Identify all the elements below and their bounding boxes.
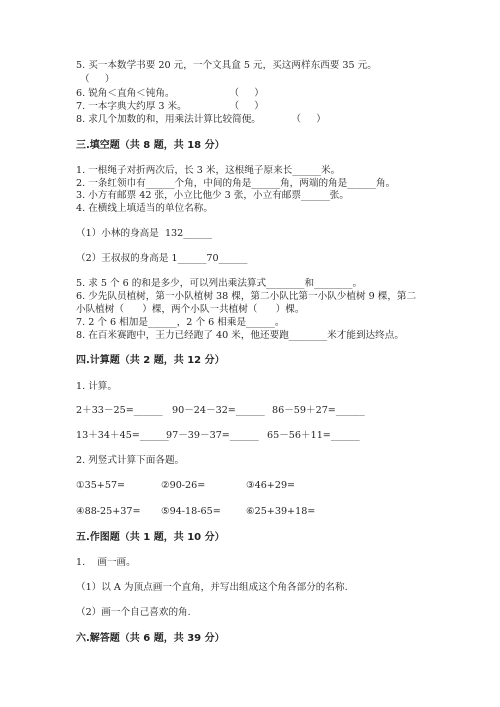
fill-item-6-cont: 小队植树（ ）棵，两个小队一共植树（ ）棵。: [76, 304, 305, 315]
fill-item-6: 6. 少先队员植树，第一小队植树 38 棵，第二小队比第一小队少植树 9 棵，第二: [76, 291, 417, 302]
calc-2-3: 65－56＋11=______: [267, 430, 360, 441]
fill-item-3: 3. 小方有邮票 42 张，小立比他少 3 张，小立有邮票______张。: [76, 190, 349, 201]
section4-heading: 四.计算题（共 2 题，共 12 分）: [76, 355, 225, 366]
fill-item-1: 1. 一根绳子对折两次后，长 3 米，这根绳子原来长______米。: [76, 165, 341, 176]
calc-q2-label: 2. 列竖式计算下面各题。: [76, 455, 185, 466]
judge-item-5-bracket: （ ）: [80, 74, 115, 85]
vertical-3: ③46+29=: [246, 480, 296, 491]
draw-sub2: （2）画一个自己喜欢的角.: [76, 607, 191, 618]
section5-heading: 五.作图题（共 1 题，共 10 分）: [76, 532, 225, 543]
section3-heading: 三.填空题（共 8 题，共 18 分）: [76, 140, 225, 151]
vertical-5: ⑤94-18-65=: [161, 506, 221, 517]
judge-item-5: 5. 买一本数学书要 20 元，一个文具盒 5 元，买这两样东西要 35 元。: [76, 60, 377, 71]
fill-item-2: 2. 一条红领巾有______个角，中间的角是______角，两端的角是______角。: [76, 178, 396, 189]
vertical-1: ①35+57=: [76, 480, 126, 491]
calc-2-1: 13＋34＋45=______: [76, 430, 169, 441]
section6-heading: 六.解答题（共 6 题，共 39 分）: [76, 633, 225, 644]
calc-q1-label: 1. 计算。: [76, 381, 117, 392]
calc-1-3: 86－59＋27=______: [272, 405, 365, 416]
fill-item-8: 8. 在百米赛跑中，王力已经跑了 40 米，他还要跑________米才能到达终点。: [76, 330, 404, 341]
calc-2-2: 97－39－37=______: [166, 430, 259, 441]
calc-1-2: 90－24－32=______: [172, 405, 265, 416]
vertical-4: ④88-25+37=: [76, 506, 141, 517]
fill-item-4: 4. 在横线上填适当的单位名称。: [76, 203, 213, 214]
judge-item-7: 7. 一本字典大约厚 3 米。 （ ）: [76, 101, 264, 112]
draw-sub1: （1）以 A 为顶点画一个直角，并写出组成这个角各部分的名称.: [76, 582, 348, 593]
vertical-6: ⑥25+39+18=: [246, 506, 316, 517]
fill-item-4-sub2: （2）王叔叔的身高是 1______70______: [76, 253, 248, 264]
calc-1-1: 2＋33－25=______: [76, 405, 163, 416]
vertical-2: ②90-26=: [161, 480, 206, 491]
judge-item-6: 6. 锐角＜直角＜钝角。 （ ）: [76, 88, 264, 99]
draw-q1-label: 1. 画一画。: [76, 557, 136, 568]
fill-item-5: 5. 求 5 个 6 的和是多少，可以列出乘法算式________和________。: [76, 278, 363, 289]
judge-item-8: 8. 求几个加数的和，用乘法计算比较简便。 （ ）: [76, 114, 326, 125]
fill-item-7: 7. 2 个 6 相加是______，2 个 6 相乘是______。: [76, 317, 285, 328]
fill-item-4-sub1: （1）小林的身高是 132______: [76, 228, 213, 239]
